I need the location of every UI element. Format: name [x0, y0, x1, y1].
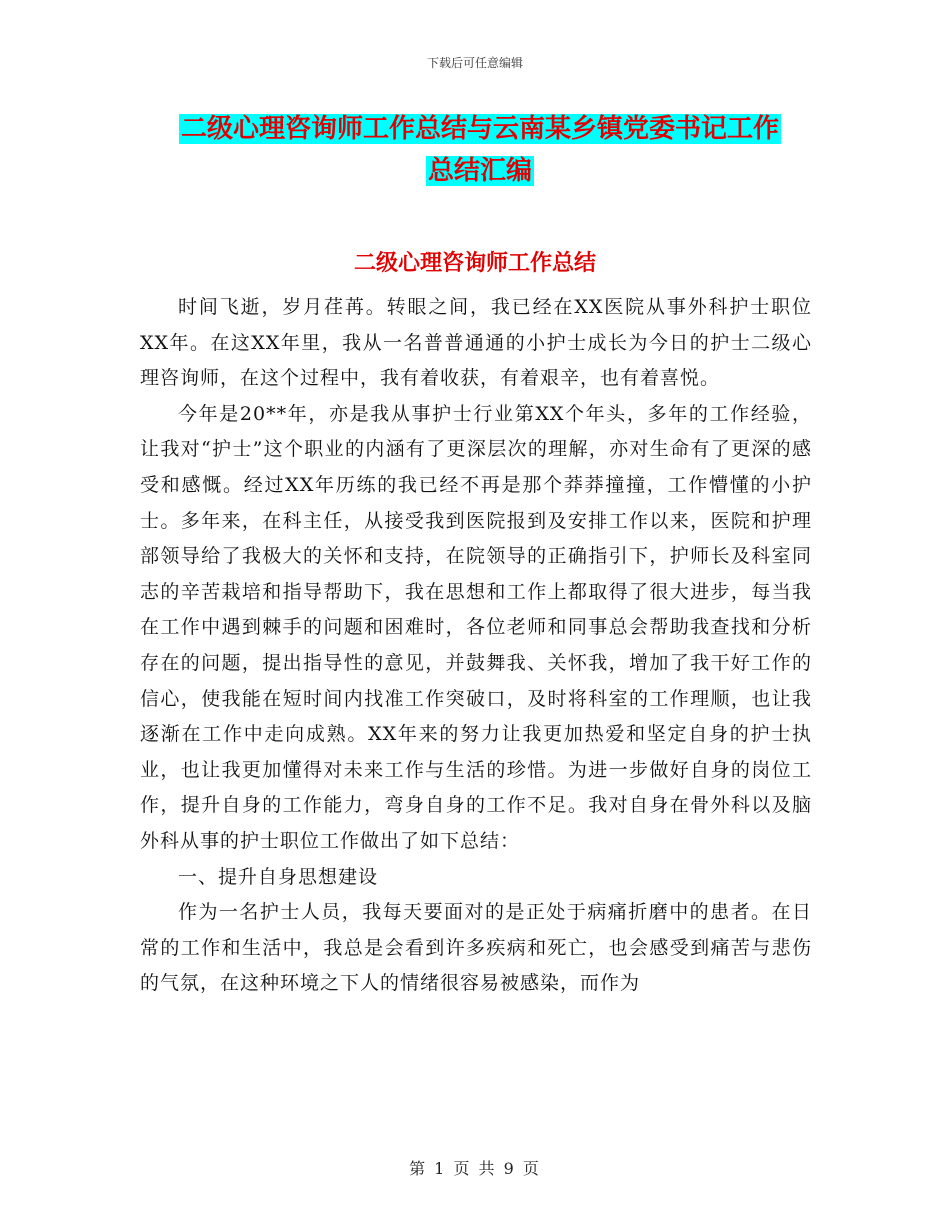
subheading: 一、提升自身思想建设 [178, 865, 379, 888]
header-note: 下载后可任意编辑 [426, 56, 523, 70]
document-title-line-1: 二级心理咨询师工作总结与云南某乡镇党委书记工作 [180, 114, 779, 144]
paragraph: 作为一名护士人员，我每天要面对的是正处于病痛折磨中的患者。在日常的工作和生活中，我总是会看到许多疾病和死亡，也会感受到痛苦与悲伤的气氛，在这种环境之下人的情绪很容易被感染，而作为 [140, 901, 812, 995]
body-text [140, 290, 812, 1002]
page-number: 第 1 页 共 9 页 [409, 1159, 541, 1178]
document-title-line-2: 总结汇编 [427, 156, 532, 186]
paragraph: 今年是20**年，亦是我从事护士行业第XX个年头，多年的工作经验，让我对“护士”这个职业的内涵有了更深层次的理解，亦对生命有了更深的感受和感慨。经过XX年历练的我已经不再是那个莽莽撞撞，工作懵懂的小护士。多年来，在科主任，从接受我到医院报到及安排工作以来，医院和护理部领导给了我极大的关怀和支持，在院领导的正确指引下，护师长及科室同志的辛苦栽培和指导帮助下，我在思想和工作上都取得了很大进步，每当我在工作中遇到棘手的问题和困难时，各位老师和同事总会帮助我查找和分析存在的问题，提出指导性的意见，并鼓舞我、关怀我，增加了我干好工作的信心，使我能在短时间内找准工作突破口，及时将科室的工作理顺，也让我逐渐在工作中走向成熟。XX年来的努力让我更加热爱和坚定自身的护士执业，也让我更加懂得对未来工作与生活的珍惜。为进一步做好自身的岗位工作，提升自身的工作能力，弯身自身的工作不足。我对自身在骨外科以及脑外科从事的护士职位工作做出了如下总结： [140, 402, 812, 852]
section-title: 二级心理咨询师工作总结 [353, 251, 596, 276]
paragraph: 时间飞逝，岁月荏苒。转眼之间，我已经在XX医院从事外科护士职位XX年。在这XX年里，我从一名普普通通的小护士成长为今日的护士二级心理咨询师，在这个过程中，我有着收获，有着艰辛，也有着喜悦。 [140, 296, 812, 390]
document-title [140, 108, 820, 192]
